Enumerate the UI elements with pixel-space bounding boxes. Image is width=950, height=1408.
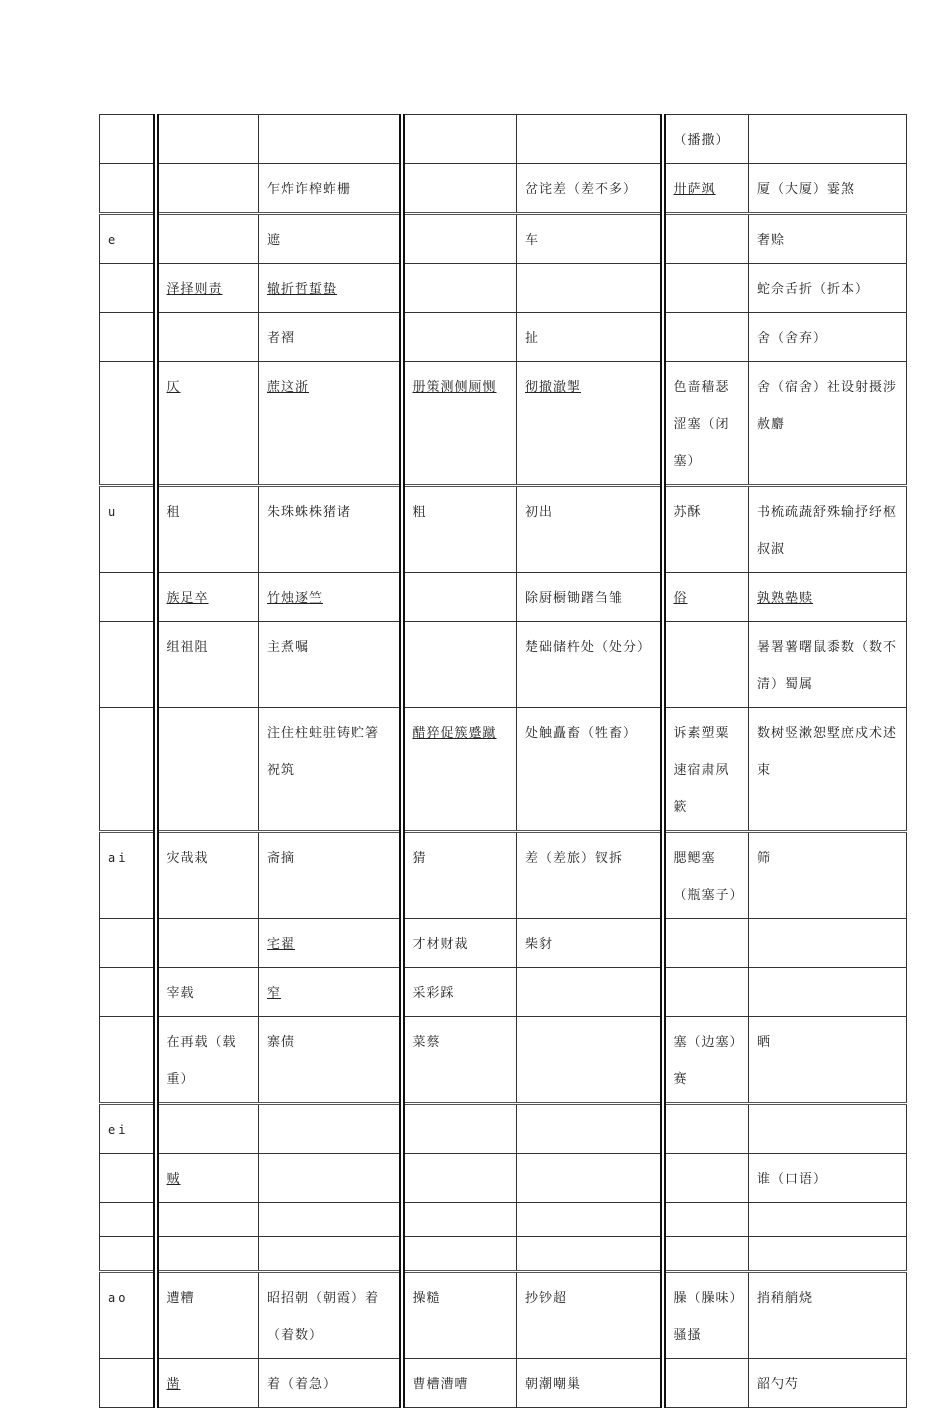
table-cell: 苏酥 — [663, 486, 749, 573]
table-cell: 宰载 — [156, 968, 259, 1017]
table-cell: 厦（大厦）霎煞 — [749, 164, 907, 214]
table-cell: 斋摘 — [259, 832, 402, 919]
table-cell: 朱珠蛛株猪诸 — [259, 486, 402, 573]
table-row — [100, 968, 907, 1017]
table-cell: 抄钞超 — [517, 1272, 663, 1359]
table-cell — [402, 164, 517, 214]
table-cell — [259, 1154, 402, 1203]
table-cell — [156, 214, 259, 264]
table-row — [100, 708, 907, 832]
table-cell — [663, 1203, 749, 1237]
table-cell — [749, 1237, 907, 1272]
table-cell: 书梳疏蔬舒殊输抒纾枢叔淑 — [749, 486, 907, 573]
table-cell — [517, 968, 663, 1017]
table-row — [100, 264, 907, 313]
table-cell: 舍（宿舍）社设射摄涉赦麝 — [749, 362, 907, 486]
row-label: e — [100, 214, 156, 264]
table-cell: 处触矗畜（牲畜） — [517, 708, 663, 832]
table-cell: 主煮嘱 — [259, 622, 402, 708]
table-cell: 者褶 — [259, 313, 402, 362]
table-cell — [259, 1104, 402, 1154]
table-cell: 奢赊 — [749, 214, 907, 264]
row-label — [100, 1359, 156, 1408]
table-cell — [402, 115, 517, 164]
table-cell: 卅萨飒 — [663, 164, 749, 214]
table-cell — [402, 1154, 517, 1203]
table-cell: 乍炸诈榨蚱栅 — [259, 164, 402, 214]
row-label: ei — [100, 1104, 156, 1154]
table-cell — [402, 1104, 517, 1154]
table-cell — [402, 214, 517, 264]
table-cell: 楚础储杵处（处分） — [517, 622, 663, 708]
table-cell — [749, 919, 907, 968]
row-label: ao — [100, 1272, 156, 1359]
table-cell: 扯 — [517, 313, 663, 362]
table-cell — [402, 264, 517, 313]
table-cell: 灾哉栽 — [156, 832, 259, 919]
row-label — [100, 968, 156, 1017]
table-cell: 捎稍艄烧 — [749, 1272, 907, 1359]
table-cell — [156, 115, 259, 164]
row-label: u — [100, 486, 156, 573]
table-cell: 柴豺 — [517, 919, 663, 968]
table-cell: 诉素塑粟速宿肃夙簌 — [663, 708, 749, 832]
table-cell: 曹槽漕嘈 — [402, 1359, 517, 1408]
table-cell: 贼 — [156, 1154, 259, 1203]
table-cell — [259, 1203, 402, 1237]
table-cell — [402, 313, 517, 362]
table-cell: 初出 — [517, 486, 663, 573]
table-cell — [749, 115, 907, 164]
table-cell: 朝潮嘲巢 — [517, 1359, 663, 1408]
table-cell: 差（差旅）钗拆 — [517, 832, 663, 919]
table-cell: 岔诧差（差不多） — [517, 164, 663, 214]
table-cell — [517, 1237, 663, 1272]
row-label — [100, 1017, 156, 1104]
table-cell — [517, 1017, 663, 1104]
table-cell — [156, 1203, 259, 1237]
table-cell: 数树竖漱恕墅庶戍术述束 — [749, 708, 907, 832]
table-cell: 宅翟 — [259, 919, 402, 968]
table-cell: 舍（舍弃） — [749, 313, 907, 362]
row-label — [100, 264, 156, 313]
table-row — [100, 362, 907, 486]
table-row — [100, 622, 907, 708]
table-cell: 凿 — [156, 1359, 259, 1408]
table-cell — [517, 1104, 663, 1154]
row-label — [100, 115, 156, 164]
table-cell — [663, 313, 749, 362]
table-row — [100, 1359, 907, 1408]
table-cell: 猜 — [402, 832, 517, 919]
table-cell: 暑署薯曙鼠黍数（数不清）蜀属 — [749, 622, 907, 708]
table-row — [100, 573, 907, 622]
table-cell: 晒 — [749, 1017, 907, 1104]
table-cell: 竹烛逐竺 — [259, 573, 402, 622]
table-cell: 在再载（载重） — [156, 1017, 259, 1104]
row-label — [100, 622, 156, 708]
table-cell: 泽择则责 — [156, 264, 259, 313]
table-cell — [663, 1237, 749, 1272]
table-cell — [156, 164, 259, 214]
table-cell: 遮 — [259, 214, 402, 264]
table-cell: 族足卒 — [156, 573, 259, 622]
table-cell — [402, 1237, 517, 1272]
table-cell: 窄 — [259, 968, 402, 1017]
row-label — [100, 1237, 156, 1272]
table-cell: 册策测侧厕恻 — [402, 362, 517, 486]
table-cell: 蔗这浙 — [259, 362, 402, 486]
table-row — [100, 1154, 907, 1203]
table-cell — [663, 264, 749, 313]
row-label — [100, 1203, 156, 1237]
table-row — [100, 486, 907, 573]
table-cell: 仄 — [156, 362, 259, 486]
table-cell — [517, 1154, 663, 1203]
table-cell — [156, 313, 259, 362]
table-row — [100, 1203, 907, 1237]
table-cell: 车 — [517, 214, 663, 264]
row-label — [100, 164, 156, 214]
table-cell: （播撒） — [663, 115, 749, 164]
table-row — [100, 919, 907, 968]
row-label — [100, 919, 156, 968]
table-cell — [156, 919, 259, 968]
table-cell: 组祖阻 — [156, 622, 259, 708]
table-cell: 除厨橱锄躇刍雏 — [517, 573, 663, 622]
row-label — [100, 362, 156, 486]
table-cell: 谁（口语） — [749, 1154, 907, 1203]
table-cell: 臊（臊味）骚搔 — [663, 1272, 749, 1359]
table-cell: 寨债 — [259, 1017, 402, 1104]
table-cell — [517, 264, 663, 313]
table-row — [100, 214, 907, 264]
table-row — [100, 1272, 907, 1359]
table-cell: 操糙 — [402, 1272, 517, 1359]
table-cell: 昭招朝（朝霞）着（着数） — [259, 1272, 402, 1359]
table-cell: 采彩踩 — [402, 968, 517, 1017]
table-cell — [402, 1203, 517, 1237]
table-cell: 色啬穑瑟涩塞（闭塞） — [663, 362, 749, 486]
table-cell — [749, 1104, 907, 1154]
table-cell — [749, 1203, 907, 1237]
row-label — [100, 573, 156, 622]
row-label — [100, 313, 156, 362]
table-cell: 租 — [156, 486, 259, 573]
row-label — [100, 708, 156, 832]
table-cell: 俗 — [663, 573, 749, 622]
table-cell: 蛇佘舌折（折本） — [749, 264, 907, 313]
table-cell — [663, 1104, 749, 1154]
table-row — [100, 115, 907, 164]
table-cell — [259, 1237, 402, 1272]
table-cell: 腮鳃塞（瓶塞子） — [663, 832, 749, 919]
row-label — [100, 1154, 156, 1203]
table-cell — [663, 1359, 749, 1408]
table-cell — [402, 622, 517, 708]
table-cell — [663, 1154, 749, 1203]
table-row — [100, 164, 907, 214]
table-row — [100, 832, 907, 919]
table-cell: 才材财裁 — [402, 919, 517, 968]
table-cell — [663, 968, 749, 1017]
table-cell — [663, 622, 749, 708]
table-cell: 韶勺芍 — [749, 1359, 907, 1408]
table-cell — [156, 1237, 259, 1272]
table-row — [100, 313, 907, 362]
table-cell: 筛 — [749, 832, 907, 919]
table-cell: 辙折哲蜇蛰 — [259, 264, 402, 313]
pinyin-character-table — [99, 114, 907, 1408]
table-row — [100, 1237, 907, 1272]
table-cell: 菜蔡 — [402, 1017, 517, 1104]
table-cell — [749, 968, 907, 1017]
table-cell — [663, 919, 749, 968]
table-cell — [259, 115, 402, 164]
table-cell: 塞（边塞）赛 — [663, 1017, 749, 1104]
table-cell: 彻撤澈掣 — [517, 362, 663, 486]
table-cell — [663, 214, 749, 264]
table-cell — [156, 708, 259, 832]
table-cell: 孰熟塾赎 — [749, 573, 907, 622]
table-cell: 着（着急） — [259, 1359, 402, 1408]
table-cell — [517, 1203, 663, 1237]
table-cell: 粗 — [402, 486, 517, 573]
table-row — [100, 1104, 907, 1154]
table-row — [100, 1017, 907, 1104]
table-cell — [156, 1104, 259, 1154]
table-cell — [517, 115, 663, 164]
row-label: ai — [100, 832, 156, 919]
table-cell: 遭糟 — [156, 1272, 259, 1359]
table-cell: 醋猝促簇蹙蹴 — [402, 708, 517, 832]
table-cell — [402, 573, 517, 622]
table-cell: 注住柱蛀驻铸贮箸祝筑 — [259, 708, 402, 832]
